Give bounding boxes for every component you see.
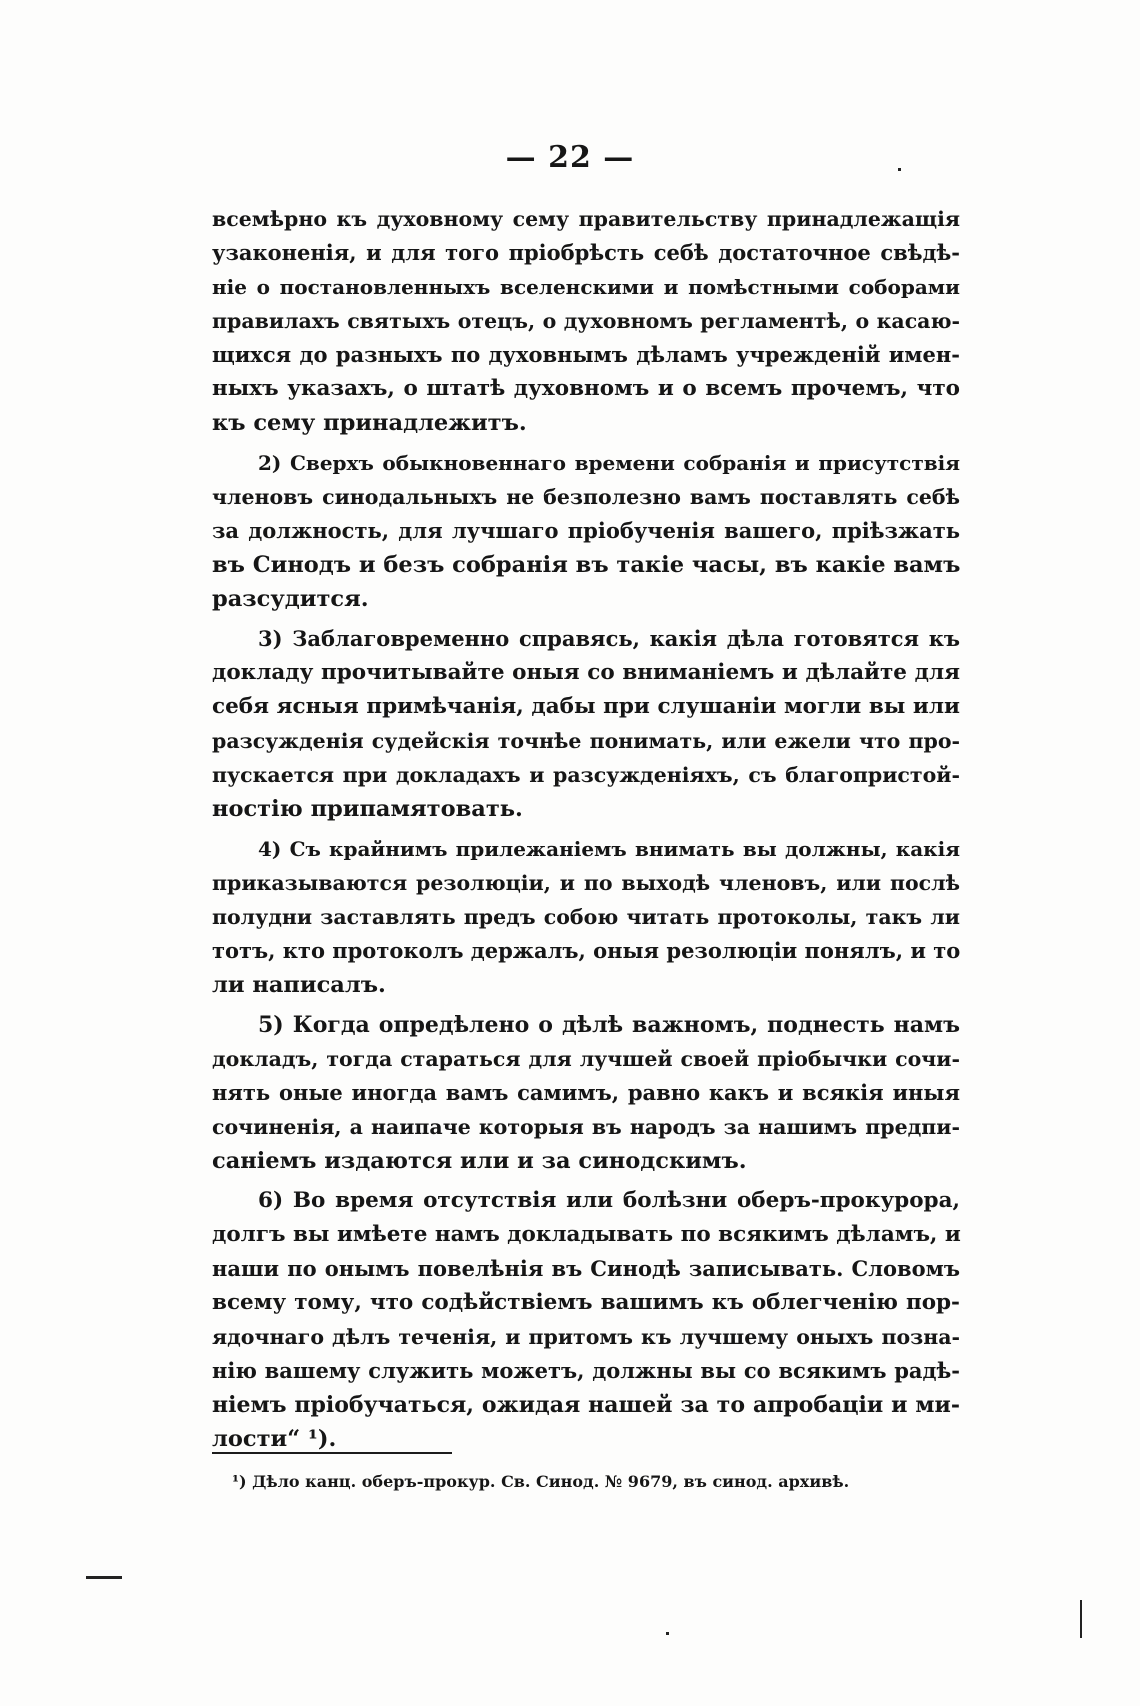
text-line: приказываются резолюціи, и по выходѣ членовъ, или послѣ bbox=[212, 871, 960, 895]
paragraph-2 bbox=[212, 446, 960, 616]
paragraph-6 bbox=[212, 1184, 960, 1456]
paragraph-4 bbox=[212, 832, 960, 1002]
text-line: узаконенія, и для того пріобрѣсть себѣ достаточное свѣдѣ- bbox=[212, 240, 960, 265]
text-line: ядочнаго дѣлъ теченія, и притомъ къ лучшему оныхъ позна- bbox=[212, 1325, 960, 1349]
text-line: ніемъ пріобучаться, ожидая нашей за то апробаціи и ми- bbox=[212, 1392, 960, 1418]
paragraph-5 bbox=[212, 1008, 960, 1178]
body-text bbox=[212, 202, 960, 1456]
text-line: 4) Съ крайнимъ прилежаніемъ внимать вы должны, какія bbox=[258, 837, 960, 861]
text-line: нять оные иногда вамъ самимъ, равно какъ и всякія иныя bbox=[212, 1080, 960, 1105]
text-line: всему тому, что содѣйствіемъ вашимъ къ облегченію пор- bbox=[212, 1290, 960, 1315]
text-line: тотъ, кто протоколъ держалъ, оныя резолюціи понялъ, и то bbox=[212, 938, 961, 963]
text-line: всемѣрно къ духовному сему правительству принадлежащія bbox=[212, 207, 960, 231]
scan-mark-bottom-dot bbox=[666, 1632, 669, 1635]
text-line: членовъ синодальныхъ не безполезно вамъ поставлять себѣ bbox=[212, 485, 960, 509]
text-line: 5) Когда опредѣлено о дѣлѣ важномъ, поднесть намъ bbox=[258, 1012, 960, 1038]
text-line: докладъ, тогда стараться для лучшей своей пріобычки сочи- bbox=[212, 1047, 960, 1071]
text-line: нію вашему служить можетъ, должны вы со всякимъ радѣ- bbox=[212, 1358, 960, 1383]
text-line: разсужденія судейскія точнѣе понимать, или ежели что про- bbox=[212, 729, 960, 753]
text-line: 2) Сверхъ обыкновеннаго времени собранія и присутствія bbox=[258, 451, 960, 475]
text-line: саніемъ издаются или и за синодскимъ. bbox=[212, 1148, 747, 1174]
scan-mark-right bbox=[1080, 1600, 1082, 1638]
text-line: долгъ вы имѣете намъ докладывать по всякимъ дѣламъ, и bbox=[212, 1222, 961, 1247]
text-line: въ Синодъ и безъ собранія въ такіе часы, въ какіе вамъ bbox=[212, 552, 961, 578]
text-line: къ сему принадлежитъ. bbox=[212, 410, 527, 436]
scan-mark-top-dot bbox=[898, 168, 901, 171]
paragraph-1 bbox=[212, 202, 960, 440]
text-line: 6) Во время отсутствія или болѣзни оберъ-прокурора, bbox=[258, 1188, 960, 1213]
text-line: разсудится. bbox=[212, 586, 369, 612]
text-line: щихся до разныхъ по духовнымъ дѣламъ учрежденій имен- bbox=[212, 342, 960, 367]
text-line: сочиненія, а наипаче которыя въ народъ за нашимъ предпи- bbox=[212, 1115, 960, 1139]
text-line: ніе о постановленныхъ вселенскими и помѣстными соборами bbox=[212, 275, 960, 299]
text-line: лости“ ¹). bbox=[212, 1426, 337, 1452]
text-line: правилахъ святыхъ отецъ, о духовномъ регламентѣ, о касаю- bbox=[212, 309, 960, 333]
scan-mark-left bbox=[86, 1576, 122, 1579]
text-line: себя ясныя примѣчанія, дабы при слушаніи могли вы или bbox=[212, 694, 960, 719]
footnote-divider bbox=[212, 1452, 452, 1454]
paragraph-3 bbox=[212, 622, 960, 826]
text-line: ностію припамятовать. bbox=[212, 796, 523, 822]
text-line: за должность, для лучшаго пріобученія вашего, пріѣзжать bbox=[212, 518, 960, 543]
text-line: ли написалъ. bbox=[212, 972, 386, 998]
text-line: полудни заставлять предъ собою читать протоколы, такъ ли bbox=[212, 905, 960, 929]
text-line: наши по онымъ повелѣнія въ Синодѣ записывать. Словомъ bbox=[212, 1256, 960, 1281]
text-line: докладу прочитывайте оныя со вниманіемъ и дѣлайте для bbox=[212, 660, 960, 685]
text-line: 3) Заблаговременно справясь, какія дѣла готовятся къ bbox=[258, 626, 960, 651]
text-line: ныхъ указахъ, о штатѣ духовномъ и о всемъ прочемъ, что bbox=[212, 376, 960, 401]
footnote: ¹) Дѣло канц. оберъ-прокур. Св. Синод. № 9679, въ синод. архивѣ. bbox=[232, 1472, 850, 1491]
text-line: пускается при докладахъ и разсужденіяхъ, съ благопристой- bbox=[212, 763, 960, 787]
page-number: — 22 — bbox=[505, 140, 635, 175]
